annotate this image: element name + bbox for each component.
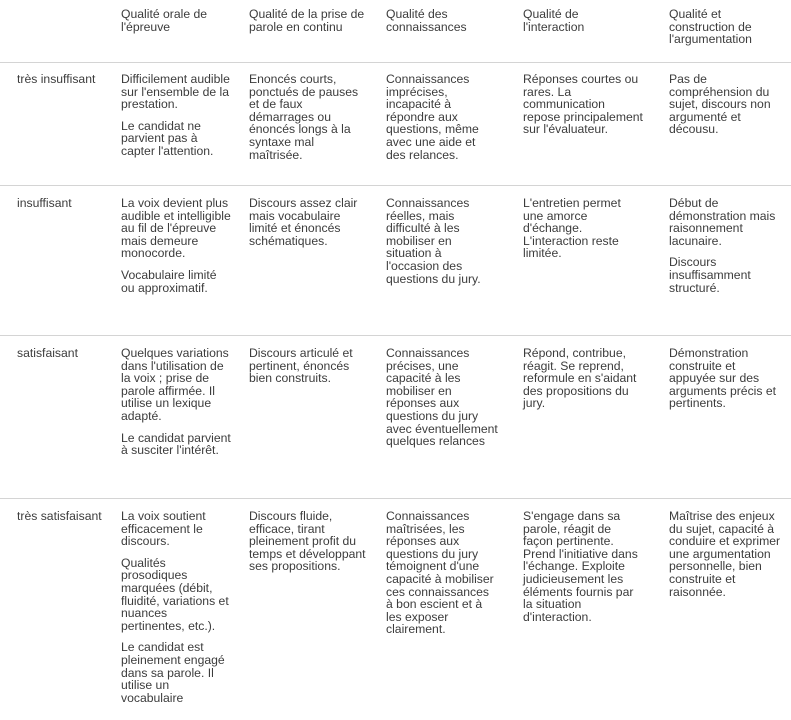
cell-paragraph: Réponses courtes ou rares. La communication repose principalement sur l'évaluateur. <box>523 72 643 137</box>
cell-paragraph: Connaissances précises, une capacité à les mobiliser en réponses aux questions du jury avec éventuellement quelques relances <box>386 346 498 449</box>
cell-paragraph: Difficilement audible sur l'ensemble de la prestation. <box>121 72 230 112</box>
table-cell <box>249 347 367 394</box>
table-cell <box>121 197 231 303</box>
table-cell <box>669 197 781 303</box>
cell-paragraph: Discours assez clair mais vocabulaire limité et énoncés schématiques. <box>249 196 358 248</box>
cell-paragraph: Connaissances imprécises, incapacité à répondre aux questions, même avec une aide et des relances. <box>386 72 479 162</box>
table-cell <box>249 197 367 256</box>
table-cell <box>523 510 643 632</box>
cell-paragraph: Démonstration construite et appuyée sur des arguments précis et pertinents. <box>669 346 777 411</box>
cell-paragraph: Connaissances réelles, mais difficulté à les mobiliser en situation à l'occasion des questions du jury. <box>386 196 481 286</box>
cell-paragraph: Enoncés courts, ponctués de pauses et de faux démarrages ou énoncés longs à la syntaxe mal maîtrisée. <box>249 72 359 162</box>
table-cell <box>523 73 643 145</box>
cell-paragraph: Maîtrise des enjeux du sujet, capacité à conduire et exprimer une argumentation personnelle, bien construite et raisonnée. <box>669 509 781 599</box>
row-divider <box>0 62 791 63</box>
table-cell <box>121 73 231 167</box>
row-label: insuffisant <box>17 196 72 210</box>
cell-paragraph: La voix soutient efficacement le discours. <box>121 509 206 549</box>
table-cell <box>386 347 498 457</box>
table-cell <box>669 510 781 607</box>
header-prise-de-parole: Qualité de la prise de parole en continu <box>249 7 365 34</box>
table-cell <box>121 510 231 713</box>
cell-paragraph: Discours articulé et pertinent, énoncés bien construits. <box>249 346 353 386</box>
cell-paragraph: Discours insuffisamment structuré. <box>669 255 751 295</box>
cell-paragraph: Qualités prosodiques marquées (débit, fluidité, variations et nuances pertinentes, etc.). <box>121 555 229 633</box>
row-label: satisfaisant <box>17 346 78 360</box>
header-oral: Qualité orale de l'épreuve <box>121 7 208 34</box>
cell-paragraph: Le candidat ne parvient pas à capter l'attention. <box>121 118 214 158</box>
header-connaissances: Qualité des connaissances <box>386 7 467 34</box>
cell-paragraph: Pas de compréhension du sujet, discours non argumenté et décousu. <box>669 72 771 137</box>
cell-paragraph: Vocabulaire limité ou approximatif. <box>121 267 217 295</box>
table-cell <box>669 347 781 419</box>
cell-paragraph: La voix devient plus audible et intelligible au fil de l'épreuve mais demeure monocorde. <box>121 196 231 261</box>
row-label: très insuffisant <box>17 72 96 86</box>
cell-paragraph: Le candidat est pleinement engagé dans sa parole. Il utilise un vocabulaire <box>121 640 225 705</box>
cell-paragraph: Le candidat parvient à susciter l'intérêt. <box>121 430 231 458</box>
row-label: très satisfaisant <box>17 509 102 523</box>
table-cell <box>249 73 367 170</box>
table-cell <box>523 347 643 419</box>
cell-paragraph: L'entretien permet une amorce d'échange. L'interaction reste limitée. <box>523 196 621 261</box>
cell-paragraph: Connaissances maîtrisées, les réponses aux questions du jury témoignent d'une capacité à mobiliser ces connaissances à bon escient et à les exposer clairement. <box>386 509 494 637</box>
table-cell <box>669 73 781 145</box>
table-cell <box>523 197 643 269</box>
row-divider <box>0 498 791 499</box>
cell-paragraph: Début de démonstration mais raisonnement lacunaire. <box>669 196 776 248</box>
cell-paragraph: Quelques variations dans l'utilisation de la voix ; prise de parole affirmée. Il utilise un lexique adapté. <box>121 346 229 423</box>
cell-paragraph: S'engage dans sa parole, réagit de façon pertinente. Prend l'initiative dans l'échange. Exploite judicieusement les éléments fournis par la situation d'interaction. <box>523 509 638 624</box>
row-divider <box>0 335 791 336</box>
cell-paragraph: Discours fluide, efficace, tirant pleinement profit du temps et développant ses propositions. <box>249 509 366 574</box>
table-cell <box>386 197 498 294</box>
header-argumentation: Qualité et construction de l'argumentation <box>669 7 752 47</box>
cell-paragraph: Répond, contribue, réagit. Se reprend, reformule en s'aidant des propositions du jury. <box>523 346 637 411</box>
table-cell <box>121 347 231 466</box>
table-cell <box>386 510 498 645</box>
table-cell <box>386 73 498 170</box>
header-interaction: Qualité de l'interaction <box>523 7 585 34</box>
row-divider <box>0 185 791 186</box>
table-cell <box>249 510 367 582</box>
